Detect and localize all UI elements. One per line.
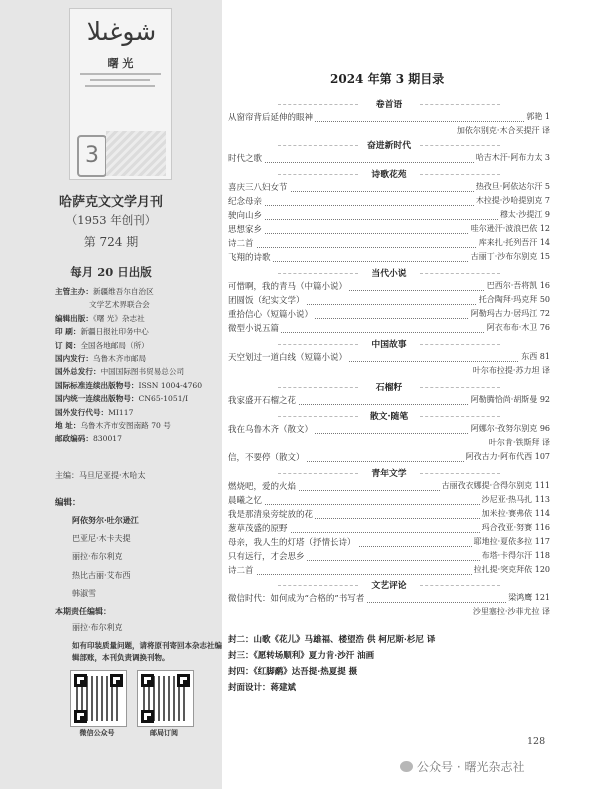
toc-entry[interactable]: 思想家乡 哇尔逊汗·波浪巴依 12 [228, 224, 550, 235]
toc-entry[interactable]: 母亲，我人生的灯塔（抒情长诗） 耶地拉·夏依多拉 117 [228, 537, 550, 548]
info-row: 印 刷：新疆日报社印务中心 [55, 327, 149, 337]
section-heading: 卷首语 [228, 97, 550, 110]
cover-credit: 封四：《红脚鹬》达吾提·热夏提 摄 [228, 667, 358, 677]
toc-entry[interactable]: 我在乌鲁木齐（散文） 阿娜尔·孜努尔别克 96 [228, 424, 550, 435]
editor-name: 丽拉·布尔利克 [72, 552, 123, 561]
responsible-editor-name: 丽拉·布尔利克 [72, 623, 123, 632]
cover-line [85, 85, 155, 87]
founded-year: （1953 年创刊） [65, 213, 157, 227]
wechat-qr-code[interactable] [70, 670, 127, 727]
toc-entry[interactable]: 微信时代：如何成为“合格的”书写者 梁鸿鹰 121 [228, 593, 550, 604]
info-row: 文学艺术界联合会 [89, 300, 150, 310]
toc-entry[interactable]: 驶向山乡 穆太·沙提江 9 [228, 210, 550, 221]
toc-entry[interactable]: 葱草茂盛的原野 玛合孜亚·努赛 116 [228, 523, 550, 534]
toc-translator: 沙里塞拉·沙菲尤拉 译 [472, 607, 550, 616]
toc-entry[interactable]: 我是那清泉旁绽放的花 加米拉·赛弗依 114 [228, 509, 550, 520]
editor-name: 韩淑雪 [72, 589, 96, 598]
page-number: 128 [527, 736, 546, 747]
cover-line [90, 79, 150, 81]
qr-right-label: 邮局订阅 [150, 728, 178, 737]
toc-entry[interactable]: 纪念母亲 木拉提·沙哈提别克 7 [228, 196, 550, 207]
toc-translator: 叶尔肯·铁斯拜 译 [488, 438, 550, 447]
info-row: 国外总发行：中国国际图书贸易总公司 [55, 367, 185, 377]
editors-label: 编辑： [55, 498, 81, 508]
cover-name: 曙 光 [107, 57, 134, 70]
section-heading: 石榴籽 [228, 380, 550, 393]
info-row: 国际标准连续出版物号：ISSN 1004-4760 [55, 380, 203, 390]
toc-title: 2024 年第 3 期目录 [330, 72, 445, 86]
cover-logo: شوغىلا [86, 17, 157, 46]
toc-entry[interactable]: 天空划过一道白线（短篇小说） 东西 81 [228, 352, 550, 363]
cover-line [80, 73, 161, 75]
toc-entry[interactable]: 从窗帘背后延伸的眼神 郭艳 1 [228, 112, 550, 123]
sidebar [0, 0, 222, 789]
section-heading: 中国故事 [228, 337, 550, 350]
toc-translator: 叶尔布拉提·苏力坦 译 [472, 366, 550, 375]
responsible-editor-label: 本期责任编辑： [55, 606, 111, 616]
issue-number: 第 724 期 [83, 235, 139, 249]
toc-entry[interactable]: 只有远行，才会思乡 布塔·卡得尔汗 118 [228, 551, 550, 562]
toc-entry[interactable]: 诗二首 库来扎·托列吾汗 14 [228, 238, 550, 249]
info-row: 订 阅：全国各地邮局（所） [55, 340, 149, 350]
toc-entry[interactable]: 诗二首 拉扎提·突克拜依 120 [228, 565, 550, 576]
quality-notice: 如有印装质量问题，请将原刊寄回本杂志社编辑部账，本刊负责调换刊物。 [72, 641, 222, 662]
editor-in-chief: 主编：马旦尼亚提·木哈太 [55, 471, 146, 480]
magazine-title: 哈萨克文文学月刊 [58, 195, 163, 210]
section-heading: 当代小说 [228, 266, 550, 279]
section-heading: 奋进新时代 [228, 138, 550, 151]
toc-entry[interactable]: 团圆饭（纪实文学） 托合陶拜·玛克拜 50 [228, 295, 550, 306]
publication-info [55, 285, 220, 446]
info-row: 编辑出版：《曙 光》杂志社 [55, 313, 145, 323]
info-row: 国外发行代号：MI117 [55, 407, 134, 417]
section-heading: 文艺评论 [228, 578, 550, 591]
toc-entry[interactable]: 晨曦之忆 沙尼亚·热马扎 113 [228, 495, 550, 506]
editor-name: 巴亚尼·木卡夫提 [72, 533, 131, 543]
subscription-qr-code[interactable] [137, 670, 194, 727]
info-row: 邮政编码：830017 [55, 434, 122, 444]
editor-name: 热比古丽·艾布西 [72, 570, 131, 580]
publication-date: 每月 20 日出版 [70, 265, 152, 279]
qr-left-label: 微信公众号 [79, 728, 115, 737]
section-heading: 青年文学 [228, 466, 550, 479]
magazine-cover [69, 8, 172, 180]
toc-entry[interactable]: 飞翔的诗歌 古丽丁·沙布尔别克 15 [228, 252, 550, 263]
toc-entry[interactable]: 燃烧吧，爱的火焰 古丽孜衣娜提·合得尔别克 111 [228, 481, 550, 492]
toc-entry[interactable]: 我家盛开石榴之花 阿勒腾恰尚·胡斯曼 92 [228, 395, 550, 406]
info-row: 地 址：乌鲁木齐市安图南路 70 号 [55, 421, 171, 431]
cover-credit: 封面设计：蒋建斌 [228, 683, 297, 693]
toc-entry[interactable]: 信，不要停（散文） 阿孜古力·阿布代西 107 [228, 452, 550, 463]
cover-credit: 封三：《愿转场顺利》夏力肯·沙汗 油画 [228, 651, 375, 661]
toc-entry[interactable]: 重拾信心（短篇小说） 阿勒玛古力·居玛江 72 [228, 309, 550, 320]
toc-entry[interactable]: 微型小说五篇 阿衣布布·木卫 76 [228, 323, 550, 334]
section-heading: 诗歌花苑 [228, 167, 550, 180]
wechat-icon [400, 761, 413, 772]
cover-issue-mark: 3 [77, 135, 107, 177]
cover-pattern [106, 131, 166, 176]
editor-name: 阿依努尔·吐尔逊江 [72, 515, 139, 525]
info-row: 主管主办：新疆维吾尔自治区 [55, 287, 154, 296]
section-heading: 散文·随笔 [228, 409, 550, 422]
toc-entry[interactable]: 喜庆三八妇女节 热孜旦·阿依达尔汗 5 [228, 182, 550, 193]
toc-entry[interactable]: 时代之歌 哈吉木汗·阿布力太 3 [228, 153, 550, 164]
info-row: 国内统一连续出版物号：CN65-1051/I [55, 394, 189, 404]
watermark: 公众号 · 曙光杂志社 [400, 758, 524, 775]
editors-list [72, 511, 139, 604]
toc-entry[interactable]: 可惜啊，我的青马（中篇小说） 巴西尔·吾将凯 16 [228, 281, 550, 292]
cover-credit: 封二：山歌《花儿》马雄福、楼望浩 供 柯尼斯·杉尼 译 [228, 635, 436, 645]
toc-translator: 加依尔别克·木合买提汗 译 [456, 126, 550, 135]
info-row: 国内发行：乌鲁木齐市邮局 [55, 354, 147, 364]
